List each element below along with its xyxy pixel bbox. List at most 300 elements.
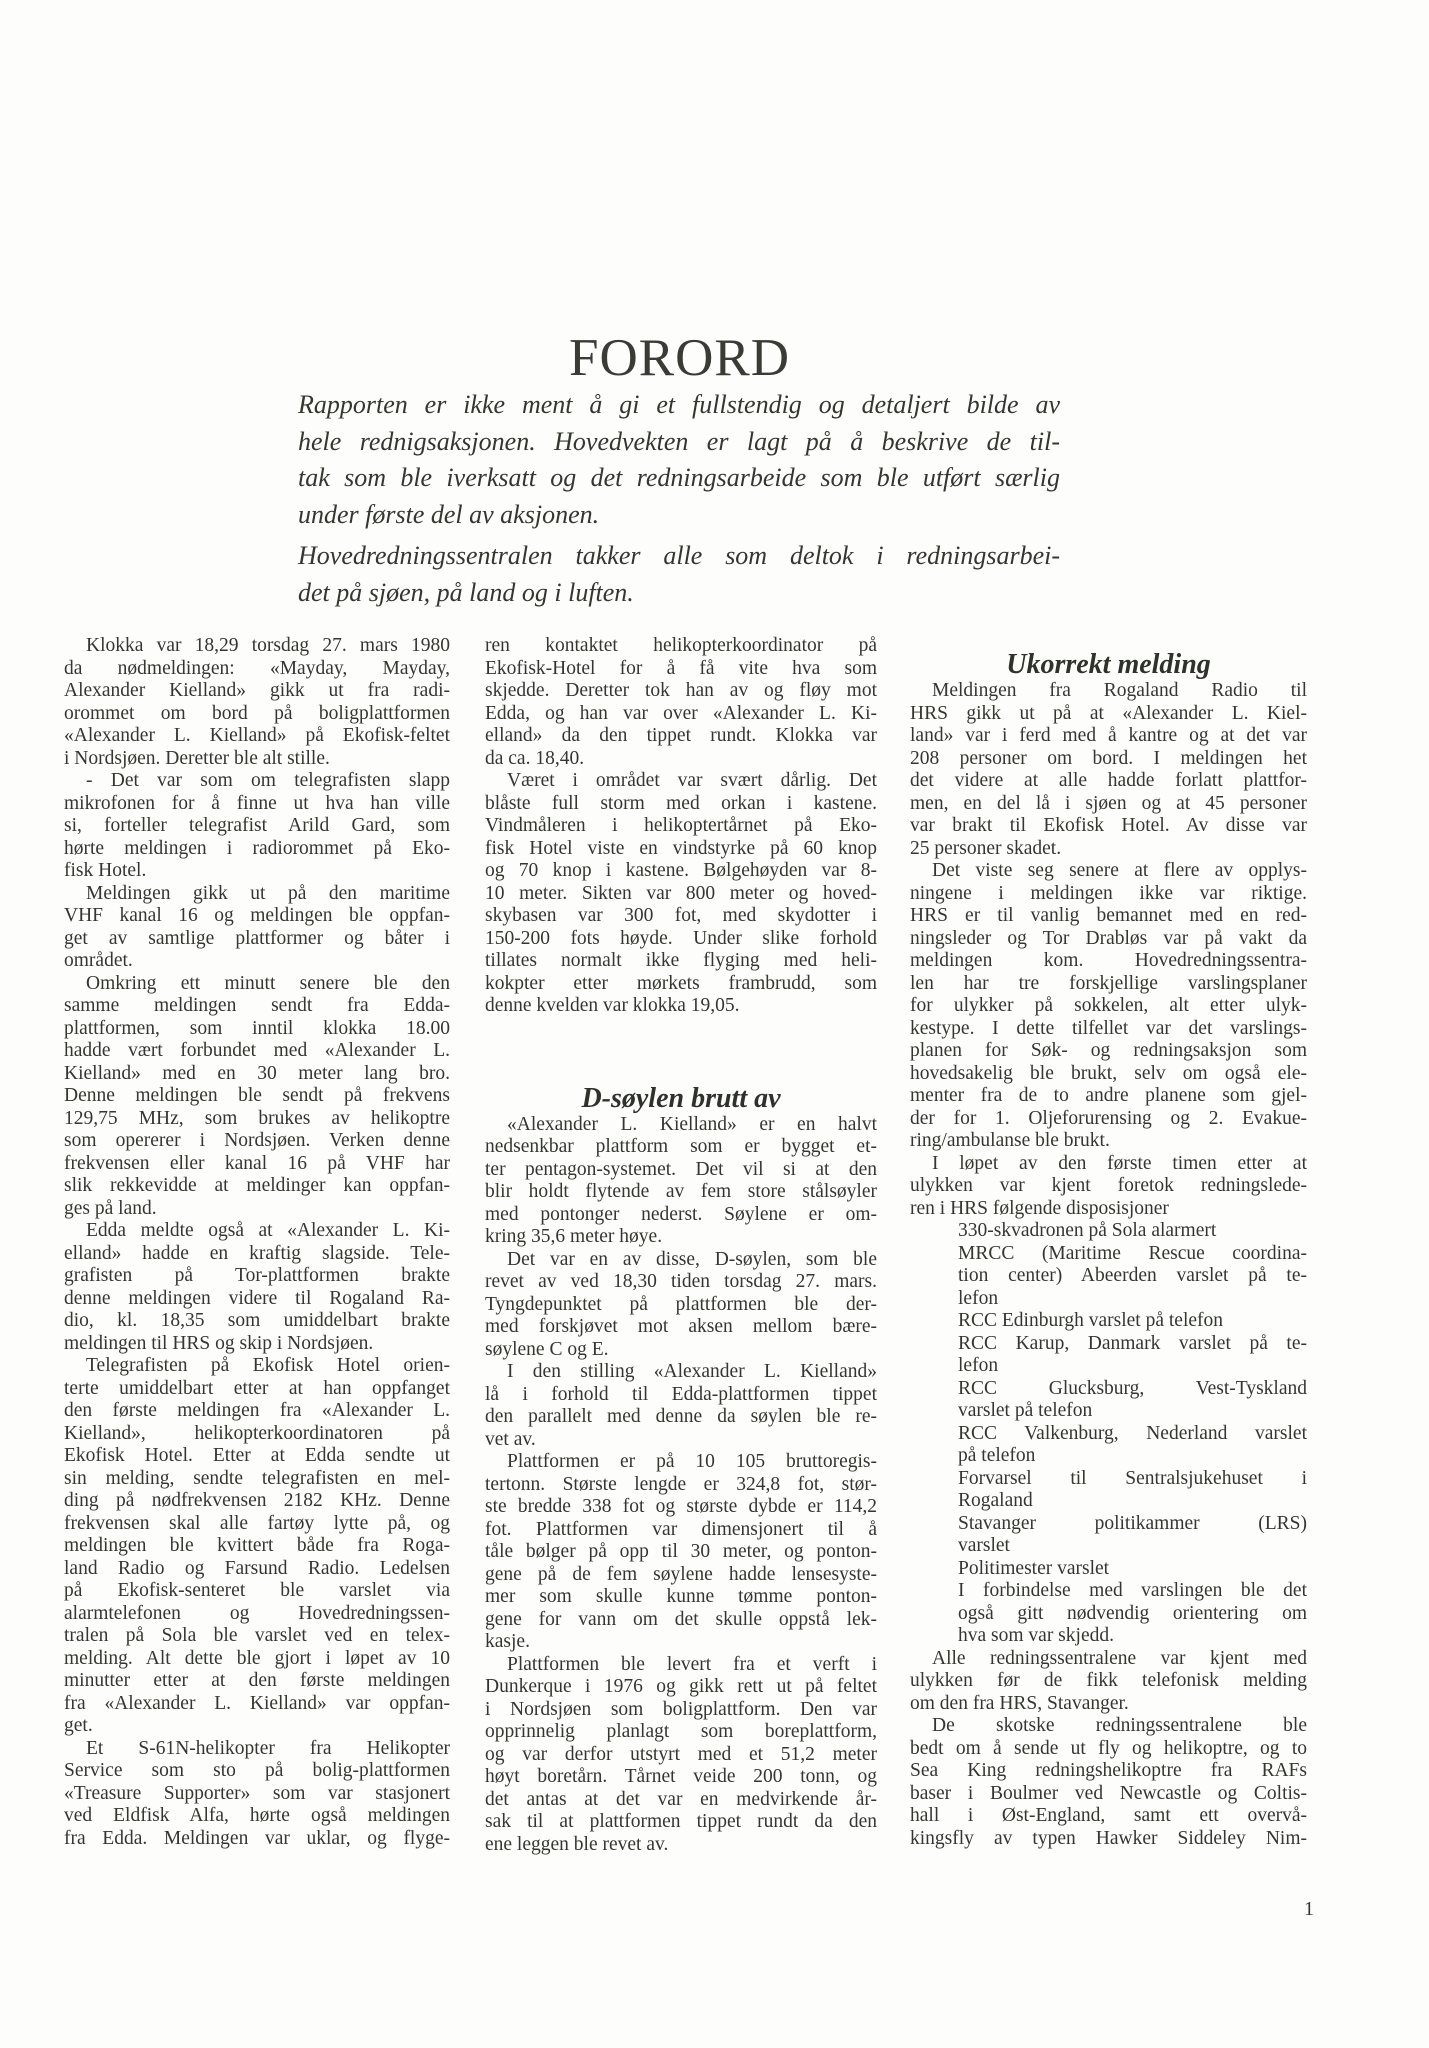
text-line-content: I løpet av den første timen etter at (932, 1152, 1307, 1174)
text-line-content: kestype. I dette tilfellet var det varslings- (910, 1017, 1307, 1039)
text-line-content: terte umiddelbart etter at han oppfanget (64, 1377, 450, 1399)
text-line-content: Meldingen gikk ut på den maritime (86, 882, 450, 904)
text-line-content: Hovedredningssentralen takker alle som deltok i redningsarbei- (298, 541, 1060, 571)
intro-paragraph (298, 387, 1060, 533)
text-line-content: HRS gikk ut på at «Alexander L. Kiel- (910, 702, 1307, 724)
text-line-content: ulykken før de fikk telefonisk melding (910, 1670, 1307, 1691)
text-line-content: varslet (958, 1535, 1010, 1556)
text-line (64, 703, 450, 726)
text-line (298, 497, 1060, 534)
text-line (485, 1451, 877, 1474)
text-line-content: ring/ambulanse ble brukt. (910, 1130, 1110, 1151)
text-line (910, 770, 1307, 793)
text-line-content: der for 1. Oljeforurensing og 2. Evakue- (910, 1107, 1307, 1129)
paragraph (485, 770, 877, 1018)
text-line-content: varslet på telefon (958, 1400, 1093, 1421)
text-line (485, 1766, 877, 1789)
text-line-content: I forbindelse med varslingen ble det (958, 1580, 1307, 1601)
text-line-content: ges på land. (64, 1197, 157, 1219)
text-line (910, 815, 1307, 838)
text-line (64, 1018, 450, 1041)
text-line-content: grafisten på Tor-plattformen brakte (64, 1265, 450, 1286)
paragraph (64, 883, 450, 973)
text-line-content: samme meldingen sendt fra Edda- (64, 995, 450, 1016)
text-line-content: melding. Alt dette ble gjort i løpet av 10 (64, 1647, 450, 1669)
paragraph (64, 973, 450, 1221)
text-line-content: i Nordsjøen som boligplattform. Den var (485, 1698, 877, 1720)
text-line-content: get av samtlige plattformer og båter i (64, 927, 450, 949)
text-line (910, 1490, 1307, 1513)
list-item (910, 1243, 1307, 1311)
text-line-content: Forvarsel til Sentralsjukehuset i (958, 1467, 1307, 1489)
text-line (64, 1783, 450, 1806)
text-line (64, 1265, 450, 1288)
text-line-content: menter fra de to andre planene som gjel- (910, 1085, 1307, 1106)
text-line-content: ulykken var kjent foretok redningslede- (910, 1175, 1307, 1196)
text-line-content: tåle bølger på opp til 30 meter, og ponton- (485, 1541, 877, 1562)
text-line-content: tillates normalt ikke flyging med heli- (485, 950, 877, 971)
text-line (910, 1310, 1307, 1333)
text-line (910, 1333, 1307, 1356)
text-line (485, 793, 877, 816)
text-line (64, 1513, 450, 1536)
text-line-content: da ca. 18,40. (485, 747, 585, 769)
list-item (910, 1558, 1307, 1581)
text-line (910, 1738, 1307, 1761)
paragraph (64, 1220, 450, 1355)
text-line (910, 1535, 1307, 1558)
text-line (485, 658, 877, 681)
text-line (910, 1040, 1307, 1063)
text-line (64, 1085, 450, 1108)
text-line (485, 1339, 877, 1362)
text-line (485, 1226, 877, 1249)
text-line-content: dio, kl. 18,35 som umiddelbart brakte (64, 1310, 450, 1331)
text-line-content: Omkring ett minutt senere ble den (86, 972, 450, 994)
text-line (64, 1490, 450, 1513)
text-line-content: under første del av aksjonen. (298, 499, 600, 529)
text-line (910, 1828, 1307, 1851)
text-line (485, 1294, 877, 1317)
text-line-content: med forskjøvet mot aksen mellom bære- (485, 1316, 877, 1337)
text-line-content: det antas at det var en medvirkende år- (485, 1788, 877, 1810)
text-line (910, 1018, 1307, 1041)
text-line (910, 1063, 1307, 1086)
text-line (910, 1715, 1307, 1738)
text-line-content: Edda meldte også at «Alexander L. Ki- (86, 1220, 450, 1241)
text-line-content: i Nordsjøen. Deretter ble alt stille. (64, 747, 330, 769)
paragraph (910, 1715, 1307, 1850)
text-line-content: fra Edda. Meldingen var uklar, og flyge- (64, 1827, 450, 1849)
text-line (485, 1676, 877, 1699)
text-line (910, 1288, 1307, 1311)
text-line (910, 1175, 1307, 1198)
text-line-content: ren i HRS følgende disposisjoner (910, 1197, 1169, 1219)
text-line (910, 838, 1307, 861)
text-line (64, 1198, 450, 1221)
text-line-content: ningene i meldingen ikke var riktige. (910, 882, 1307, 904)
text-line (910, 1153, 1307, 1176)
list-item (910, 1580, 1307, 1648)
intro-text (298, 387, 1060, 617)
text-line-content: da nødmeldingen: «Mayday, Mayday, (64, 657, 450, 679)
text-line (485, 950, 877, 973)
text-line-content: frekvensen eller kanal 16 på VHF har (64, 1152, 450, 1174)
text-line-content: fra «Alexander L. Kielland» var oppfan- (64, 1692, 450, 1714)
text-line (64, 1580, 450, 1603)
text-line (485, 1631, 877, 1654)
text-line-content: 330-skvadronen på Sola alarmert (958, 1220, 1217, 1241)
text-line (485, 1789, 877, 1812)
list-item (910, 1468, 1307, 1513)
text-line-content: hadde vært forbundet med «Alexander L. (64, 1040, 450, 1061)
text-line (910, 680, 1307, 703)
paragraph (910, 1648, 1307, 1716)
text-line (64, 1693, 450, 1716)
text-line (64, 1760, 450, 1783)
text-line-content: Vindmåleren i helikoptertårnet på Eko- (485, 815, 877, 836)
text-line-content: kasje. (485, 1631, 530, 1652)
text-line-content: Dunkerque i 1976 og gikk rett ut på feltet (485, 1676, 877, 1697)
text-line (64, 1220, 450, 1243)
text-line (910, 1130, 1307, 1153)
text-line (910, 1468, 1307, 1491)
text-line-content: Ekofisk-Hotel for å få vite hva som (485, 657, 877, 679)
text-line (910, 793, 1307, 816)
paragraph (485, 635, 877, 770)
text-line-content: ningsleder og Tor Drabløs var på vakt da (910, 927, 1307, 949)
text-line (910, 1670, 1307, 1693)
text-line-content: skjedde. Deretter tok han av og fløy mot (485, 680, 877, 701)
text-line (485, 1834, 877, 1857)
text-line (64, 815, 450, 838)
text-line-content: meldingen kom. Hovedredningssentra- (910, 950, 1307, 971)
text-line (910, 1445, 1307, 1468)
text-line-content: 150-200 fots høyde. Under slike forhold (485, 927, 877, 949)
text-line (485, 770, 877, 793)
text-line (64, 1715, 450, 1738)
text-line-content: lefon (958, 1287, 999, 1309)
text-line-content: Alexander Kielland» gikk ut fra radi- (64, 680, 450, 701)
text-line-content: Sea King redningshelikoptre fra RAFs (910, 1760, 1307, 1781)
text-line (910, 1693, 1307, 1716)
paragraph (64, 635, 450, 770)
list-item (910, 1513, 1307, 1558)
text-line-content: om den fra HRS, Stavanger. (910, 1692, 1129, 1714)
text-line (485, 995, 877, 1018)
text-line (910, 905, 1307, 928)
text-line-content: VHF kanal 16 og meldingen ble oppfan- (64, 905, 450, 926)
text-line (910, 1108, 1307, 1131)
text-line (64, 1648, 450, 1671)
text-line-content: 10 meter. Sikten var 800 meter og hoved- (485, 882, 877, 904)
text-line-content: «Treasure Supporter» som var stasjonert (64, 1782, 450, 1804)
text-line (910, 1648, 1307, 1671)
text-line-content: baser i Boulmer ved Newcastle og Coltis- (910, 1782, 1307, 1804)
text-line-content: Plattformen ble levert fra et verft i (507, 1653, 877, 1675)
text-line-content: for ulykker på sokkelen, alt etter ulyk- (910, 995, 1307, 1016)
text-line (64, 1828, 450, 1851)
list-item (910, 1220, 1307, 1243)
text-line (910, 928, 1307, 951)
paragraph (64, 770, 450, 883)
text-line-content: gene på de fem søylene hadde lensesyste- (485, 1563, 877, 1585)
text-line-content: tertonn. Største lengde er 324,8 fot, stør- (485, 1473, 877, 1495)
section-heading: D-søylen brutt av (581, 1082, 781, 1114)
text-line-content: «Alexander L. Kielland» på Ekofisk-feltet (64, 725, 450, 746)
text-line (485, 1564, 877, 1587)
text-line-content: den parallelt med denne da søylen ble re- (485, 1406, 877, 1427)
text-line (485, 815, 877, 838)
text-line-content: len har tre forskjellige varslingsplaner (910, 972, 1307, 994)
text-line (485, 1159, 877, 1182)
text-line (64, 950, 450, 973)
text-line (485, 1721, 877, 1744)
text-line (485, 1204, 877, 1227)
text-line-content: med pontonger nederst. Søylene er om- (485, 1203, 877, 1225)
text-line-content: si, forteller telegrafist Arild Gard, som (64, 815, 450, 836)
text-line (485, 1136, 877, 1159)
text-line (485, 973, 877, 996)
text-line (298, 575, 1060, 612)
text-line (64, 1738, 450, 1761)
text-line (485, 1181, 877, 1204)
text-line-content: ter pentagon-systemet. Det vil si at den (485, 1158, 877, 1180)
text-line-content: orommet om bord på boligplattformen (64, 702, 450, 724)
text-line (910, 995, 1307, 1018)
text-line-content: fot. Plattformen var dimensjonert til å (485, 1518, 877, 1540)
text-line-content: ding på nødfrekvensen 2182 KHz. Denne (64, 1490, 450, 1511)
text-line (64, 883, 450, 906)
text-line (64, 1333, 450, 1356)
text-line (64, 838, 450, 861)
text-line (64, 658, 450, 681)
text-line (64, 995, 450, 1018)
text-line-content: denne meldingen videre til Rogaland Ra- (64, 1287, 450, 1309)
text-line-content: land» var i ferd med å kantre og at det var (910, 725, 1307, 746)
text-line-content: 208 personer om bord. I meldingen het (910, 747, 1307, 769)
text-line-content: og 70 knop i kastene. Bølgehøyden var 8- (485, 860, 877, 881)
text-line-content: De skotske redningssentralene ble (932, 1715, 1307, 1736)
text-line (910, 725, 1307, 748)
text-line (298, 460, 1060, 497)
text-line-content: denne kvelden var klokka 19,05. (485, 995, 740, 1016)
text-line-content: MRCC (Maritime Rescue coordina- (958, 1242, 1307, 1264)
text-line-content: vet av. (485, 1428, 536, 1450)
text-line (485, 905, 877, 928)
text-line (485, 703, 877, 726)
text-line-content: hørte meldingen i radiorommet på Eko- (64, 837, 450, 859)
text-line-content: opprinnelig planlagt som boreplattform, (485, 1721, 877, 1742)
text-line-content: hele rednigsaksjonen. Hovedvekten er lagt på å beskrive de til- (298, 426, 1060, 456)
list-item (910, 1378, 1307, 1423)
text-line-content: RCC Valkenburg, Nederland varslet (958, 1422, 1307, 1444)
text-line (910, 1400, 1307, 1423)
text-line (910, 1580, 1307, 1603)
text-line (910, 1085, 1307, 1108)
text-line-content: Alle redningssentralene var kjent med (932, 1647, 1307, 1669)
article-column-1 (64, 635, 450, 1850)
text-line-content: land Radio og Farsund Radio. Ledelsen (64, 1557, 450, 1579)
paragraph (64, 1738, 450, 1851)
text-line (485, 680, 877, 703)
text-line-content: Edda, og han var over «Alexander L. Ki- (485, 702, 877, 724)
text-line (910, 1220, 1307, 1243)
text-line-content: elland» da den tippet rundt. Klokka var (485, 725, 877, 746)
text-line (64, 1625, 450, 1648)
text-line (485, 1699, 877, 1722)
text-line (910, 1378, 1307, 1401)
text-line (485, 1744, 877, 1767)
text-line-content: meldingen ble kvittert både fra Roga- (64, 1535, 450, 1556)
text-line (64, 1535, 450, 1558)
text-line-content: ren kontaktet helikopterkoordinator på (485, 635, 877, 656)
text-line (64, 905, 450, 928)
text-line (910, 1783, 1307, 1806)
text-line-content: RCC Glucksburg, Vest-Tyskland (958, 1377, 1307, 1399)
text-line (485, 1654, 877, 1677)
text-line-content: lefon (958, 1355, 999, 1376)
text-line (910, 1625, 1307, 1648)
article-column-3 (910, 650, 1307, 1850)
text-line (485, 860, 877, 883)
text-line (485, 1496, 877, 1519)
section-heading: Ukorrekt melding (1006, 649, 1211, 680)
text-line-content: minutter etter at den første meldingen (64, 1670, 450, 1691)
text-line-content: get. (64, 1715, 93, 1736)
list-item (910, 1333, 1307, 1378)
text-line-content: tralen på Sola ble varslet ved en telex- (64, 1625, 450, 1646)
text-line (64, 1288, 450, 1311)
text-line (910, 1243, 1307, 1266)
text-line-content: RCC Karup, Danmark varslet på te- (958, 1332, 1307, 1354)
text-line-content: slik rekkevidde at meldinger kan oppfan- (64, 1175, 450, 1196)
text-line-content: Telegrafisten på Ekofisk Hotel orien- (86, 1355, 450, 1376)
paragraph (485, 1114, 877, 1249)
text-line-content: meldingen til HRS og skip i Nordsjøen. (64, 1332, 374, 1354)
text-line-content: Denne meldingen ble sendt på frekvens (64, 1085, 450, 1106)
text-line-content: også gitt nødvendig orientering om (958, 1602, 1307, 1624)
paragraph (485, 1451, 877, 1654)
text-line (64, 1243, 450, 1266)
text-line-content: Klokka var 18,29 torsdag 27. mars 1980 (86, 635, 450, 656)
text-line-content: hall i Øst-England, samt ett overvå- (910, 1805, 1307, 1826)
text-line (64, 1175, 450, 1198)
text-line (64, 770, 450, 793)
text-line-content: Rapporten er ikke ment å gi et fullstendig og detaljert bilde av (298, 390, 1060, 419)
text-line (485, 748, 877, 771)
text-line-content: Et S-61N-helikopter fra Helikopter (86, 1737, 450, 1759)
text-line (910, 1198, 1307, 1221)
text-line-content: var brakt til Ekofisk Hotel. Av disse var (910, 815, 1307, 836)
text-line (485, 1406, 877, 1429)
text-line-content: Service som sto på bolig-plattformen (64, 1760, 450, 1781)
text-line-content: mikrofonen for å finne ut hva han ville (64, 792, 450, 814)
text-line (64, 680, 450, 703)
text-line (910, 1558, 1307, 1581)
text-line-content: det videre at alle hadde forlatt plattfor- (910, 770, 1307, 791)
paragraph (485, 1654, 877, 1857)
text-line-content: kring 35,6 meter høye. (485, 1226, 663, 1247)
text-line-content: Det viste seg senere at flere av opplys- (932, 860, 1307, 881)
text-line (64, 1310, 450, 1333)
text-line-content: Rogaland (958, 1490, 1033, 1511)
text-line (910, 748, 1307, 771)
text-line (485, 928, 877, 951)
text-line (485, 1384, 877, 1407)
text-line-content: tak som ble iverksatt og det redningsarbeide som ble utført særlig (298, 463, 1060, 493)
text-line (485, 1429, 877, 1452)
text-line (910, 1603, 1307, 1626)
text-line-content: «Alexander L. Kielland» er en halvt (507, 1113, 877, 1135)
text-line-content: nedsenkbar plattform som er bygget et- (485, 1136, 877, 1157)
text-line-content: Det var en av disse, D-søylen, som ble (507, 1248, 877, 1270)
text-line-content: revet av ved 18,30 tiden torsdag 27. mars. (485, 1271, 877, 1292)
text-line (64, 973, 450, 996)
text-line (64, 635, 450, 658)
text-line-content: fisk Hotel. (64, 860, 147, 881)
text-line (910, 950, 1307, 973)
text-line-content: Kielland» med en 30 meter lang bro. (64, 1062, 450, 1084)
paragraph (64, 1355, 450, 1738)
text-line-content: kokpter etter mørkets frambrudd, som (485, 972, 877, 994)
text-line (64, 1355, 450, 1378)
text-line (64, 1558, 450, 1581)
text-line-content: og var derfor utstyrt med et 51,2 meter (485, 1743, 877, 1765)
text-line-content: Politimester varslet (958, 1557, 1110, 1579)
text-line-content: HRS er til vanlig bemannet med en red- (910, 905, 1307, 926)
text-line (64, 793, 450, 816)
text-line (64, 1400, 450, 1423)
intro-paragraph (298, 538, 1060, 611)
text-line (64, 1468, 450, 1491)
paragraph (910, 680, 1307, 860)
text-line-content: det på sjøen, på land og i luften. (298, 577, 634, 607)
text-line (485, 1519, 877, 1542)
text-line-content: området. (64, 950, 133, 971)
page-number: 1 (1304, 1898, 1314, 1920)
text-line-content: tion center) Abeerden varslet på te- (958, 1265, 1307, 1286)
text-line (910, 973, 1307, 996)
text-line (64, 1805, 450, 1828)
text-line (485, 1114, 877, 1137)
text-line (485, 1609, 877, 1632)
text-line (64, 1108, 450, 1131)
paragraph (485, 1361, 877, 1451)
text-line (298, 424, 1060, 461)
text-line-content: som opererer i Nordsjøen. Verken denne (64, 1130, 450, 1151)
text-line-content: frekvensen skal alle fartøy lytte på, og (64, 1512, 450, 1534)
text-line-content: søylene C og E. (485, 1338, 609, 1360)
text-line-content: elland» hadde en kraftig slagside. Tele- (64, 1242, 450, 1264)
text-line (485, 838, 877, 861)
text-line-content: gene for vann om det skulle oppstå lek- (485, 1608, 877, 1630)
text-line-content: blåste full storm med orkan i kastene. (485, 792, 877, 814)
text-line (64, 1445, 450, 1468)
text-line (485, 1271, 877, 1294)
text-line-content: lå i forhold til Edda-plattformen tippet (485, 1383, 877, 1405)
text-line-content: ene leggen ble revet av. (485, 1833, 669, 1855)
text-line-content: plattformen, som inntil klokka 18.00 (64, 1017, 450, 1039)
text-line (64, 1670, 450, 1693)
paragraph (910, 860, 1307, 1153)
text-line-content: Været i området var svært dårlig. Det (507, 770, 877, 791)
text-line (485, 635, 877, 658)
text-line (64, 1153, 450, 1176)
text-line-content: planen for Søk- og redningsaksjon som (910, 1040, 1307, 1061)
text-line (64, 725, 450, 748)
text-line (485, 1541, 877, 1564)
